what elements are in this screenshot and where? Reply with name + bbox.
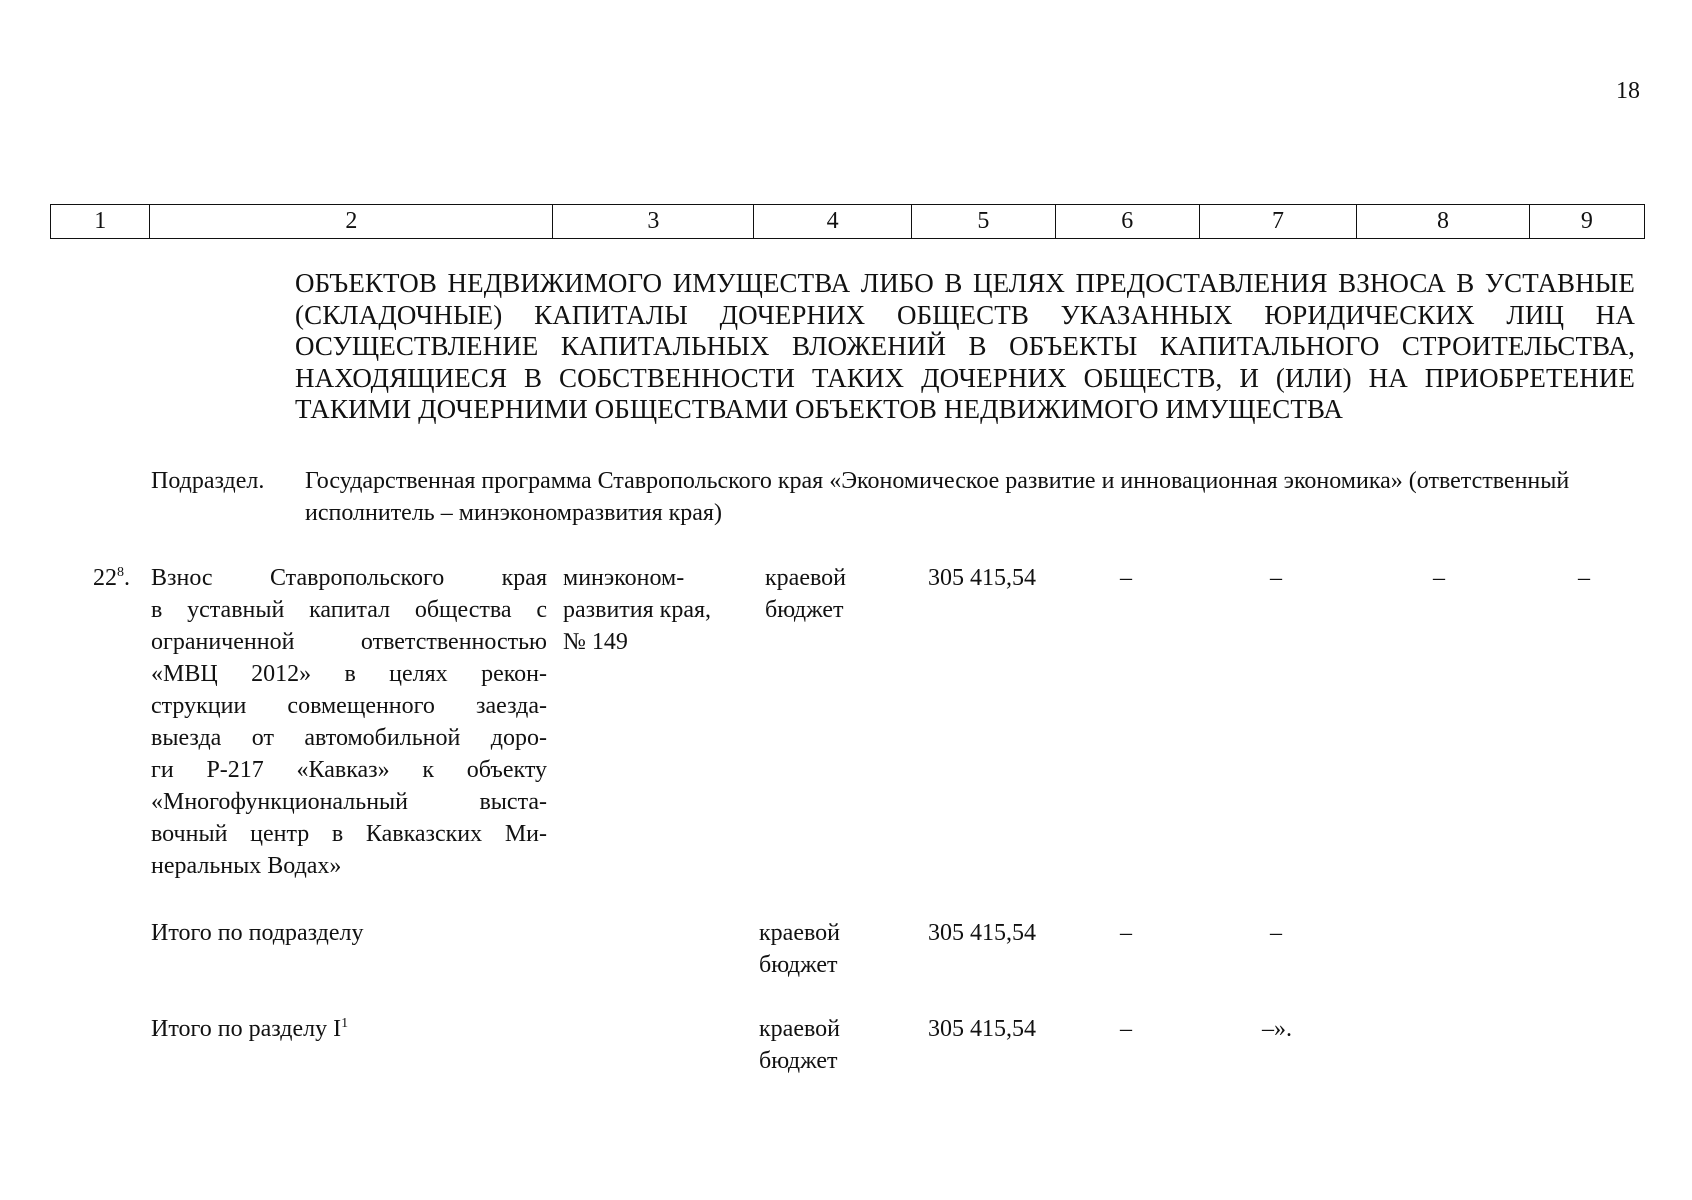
- total-subsection-col6-value: –: [1120, 920, 1132, 946]
- description-line: неральных Водах»: [151, 853, 342, 879]
- column-number-header: [50, 204, 1645, 239]
- description-line: струкции совмещенного заезда-: [151, 693, 547, 719]
- source-line: бюджет: [765, 597, 844, 623]
- executor-line: развития края,: [563, 597, 712, 623]
- source-line: краевой: [759, 1016, 840, 1042]
- subsection-label: Подраздел.: [151, 468, 265, 494]
- description-line: ограниченной ответственностью: [151, 629, 547, 655]
- total-subsection-source: [759, 917, 879, 981]
- total-section-col6-value: –: [1120, 1016, 1132, 1042]
- source-line: бюджет: [759, 952, 838, 978]
- entry-col8-value: –: [1433, 565, 1445, 591]
- total-subsection-col7-value: –: [1270, 920, 1282, 946]
- entry-col7-value: –: [1270, 565, 1282, 591]
- column-number: 6: [1055, 205, 1199, 239]
- total-subsection-amount: 305 415,54: [928, 920, 1036, 946]
- description-line: ги Р-217 «Кавказ» к объекту: [151, 757, 547, 783]
- page-number: 18: [1616, 78, 1640, 104]
- total-section-amount: 305 415,54: [928, 1016, 1036, 1042]
- entry-amount: 305 415,54: [928, 565, 1036, 591]
- total-section-label: Итого по разделу $I^1$: [151, 1016, 349, 1042]
- description-line: выезда от автомобильной доро-: [151, 725, 547, 751]
- entry-col9-value: –: [1578, 565, 1590, 591]
- column-number: 9: [1529, 205, 1644, 239]
- entry-executor: [563, 562, 753, 658]
- source-line: краевой: [765, 565, 846, 591]
- total-section-col7-value: –».: [1262, 1016, 1292, 1042]
- section-title: ОБЪЕКТОВ НЕДВИЖИМОГО ИМУЩЕСТВА ЛИБО В ЦЕЛЯХ ПРЕДОСТАВЛЕНИЯ ВЗНОСА В УСТАВНЫЕ (СКЛАДОЧНЫЕ) КАПИТАЛЫ ДОЧЕРНИХ ОБЩЕСТВ УКАЗАННЫХ ЮРИДИЧЕСКИХ ЛИЦ НА ОСУЩЕСТВЛЕНИЕ КАПИТАЛЬНЫХ ВЛОЖЕНИЙ В ОБЪЕКТЫ КАПИТАЛЬНОГО СТРОИТЕЛЬСТВА, НАХОДЯЩИЕСЯ В СОБСТВЕННОСТИ ТАКИХ ДОЧЕРНИХ ОБЩЕСТВ, И (ИЛИ) НА ПРИОБРЕТЕНИЕ ТАКИМИ ДОЧЕРНИМИ ОБЩЕСТВАМИ ОБЪЕКТОВ НЕДВИЖИМОГО ИМУЩЕСТВА: [295, 268, 1635, 424]
- column-number: 5: [911, 205, 1055, 239]
- column-number: 1: [51, 205, 150, 239]
- entry-description: [151, 562, 547, 882]
- entry-col6-value: –: [1120, 565, 1132, 591]
- executor-line: минэконом-: [563, 565, 685, 591]
- source-line: бюджет: [759, 1048, 838, 1074]
- total-section-source: [759, 1013, 879, 1077]
- source-line: краевой: [759, 920, 840, 946]
- entry-number: $22^8$.: [93, 565, 130, 591]
- executor-line: № 149: [563, 629, 628, 655]
- column-number: 4: [754, 205, 912, 239]
- description-line: вочный центр в Кавказских Ми-: [151, 821, 547, 847]
- column-number: 2: [150, 205, 553, 239]
- column-number: 8: [1357, 205, 1529, 239]
- description-line: в уставный капитал общества с: [151, 597, 547, 623]
- column-number: 7: [1199, 205, 1357, 239]
- column-number: 3: [553, 205, 754, 239]
- description-line: «Многофункциональный выста-: [151, 789, 547, 815]
- description-line: Взнос Ставропольского края: [151, 565, 547, 591]
- entry-funding-source: [765, 562, 885, 626]
- subsection-title: Государственная программа Ставропольского края «Экономическое развитие и инновационная экономика» (ответственный исполнитель – минэкономразвития края): [305, 468, 1570, 526]
- description-line: «МВЦ 2012» в целях рекон-: [151, 661, 547, 687]
- total-subsection-label: Итого по подразделу: [151, 920, 364, 946]
